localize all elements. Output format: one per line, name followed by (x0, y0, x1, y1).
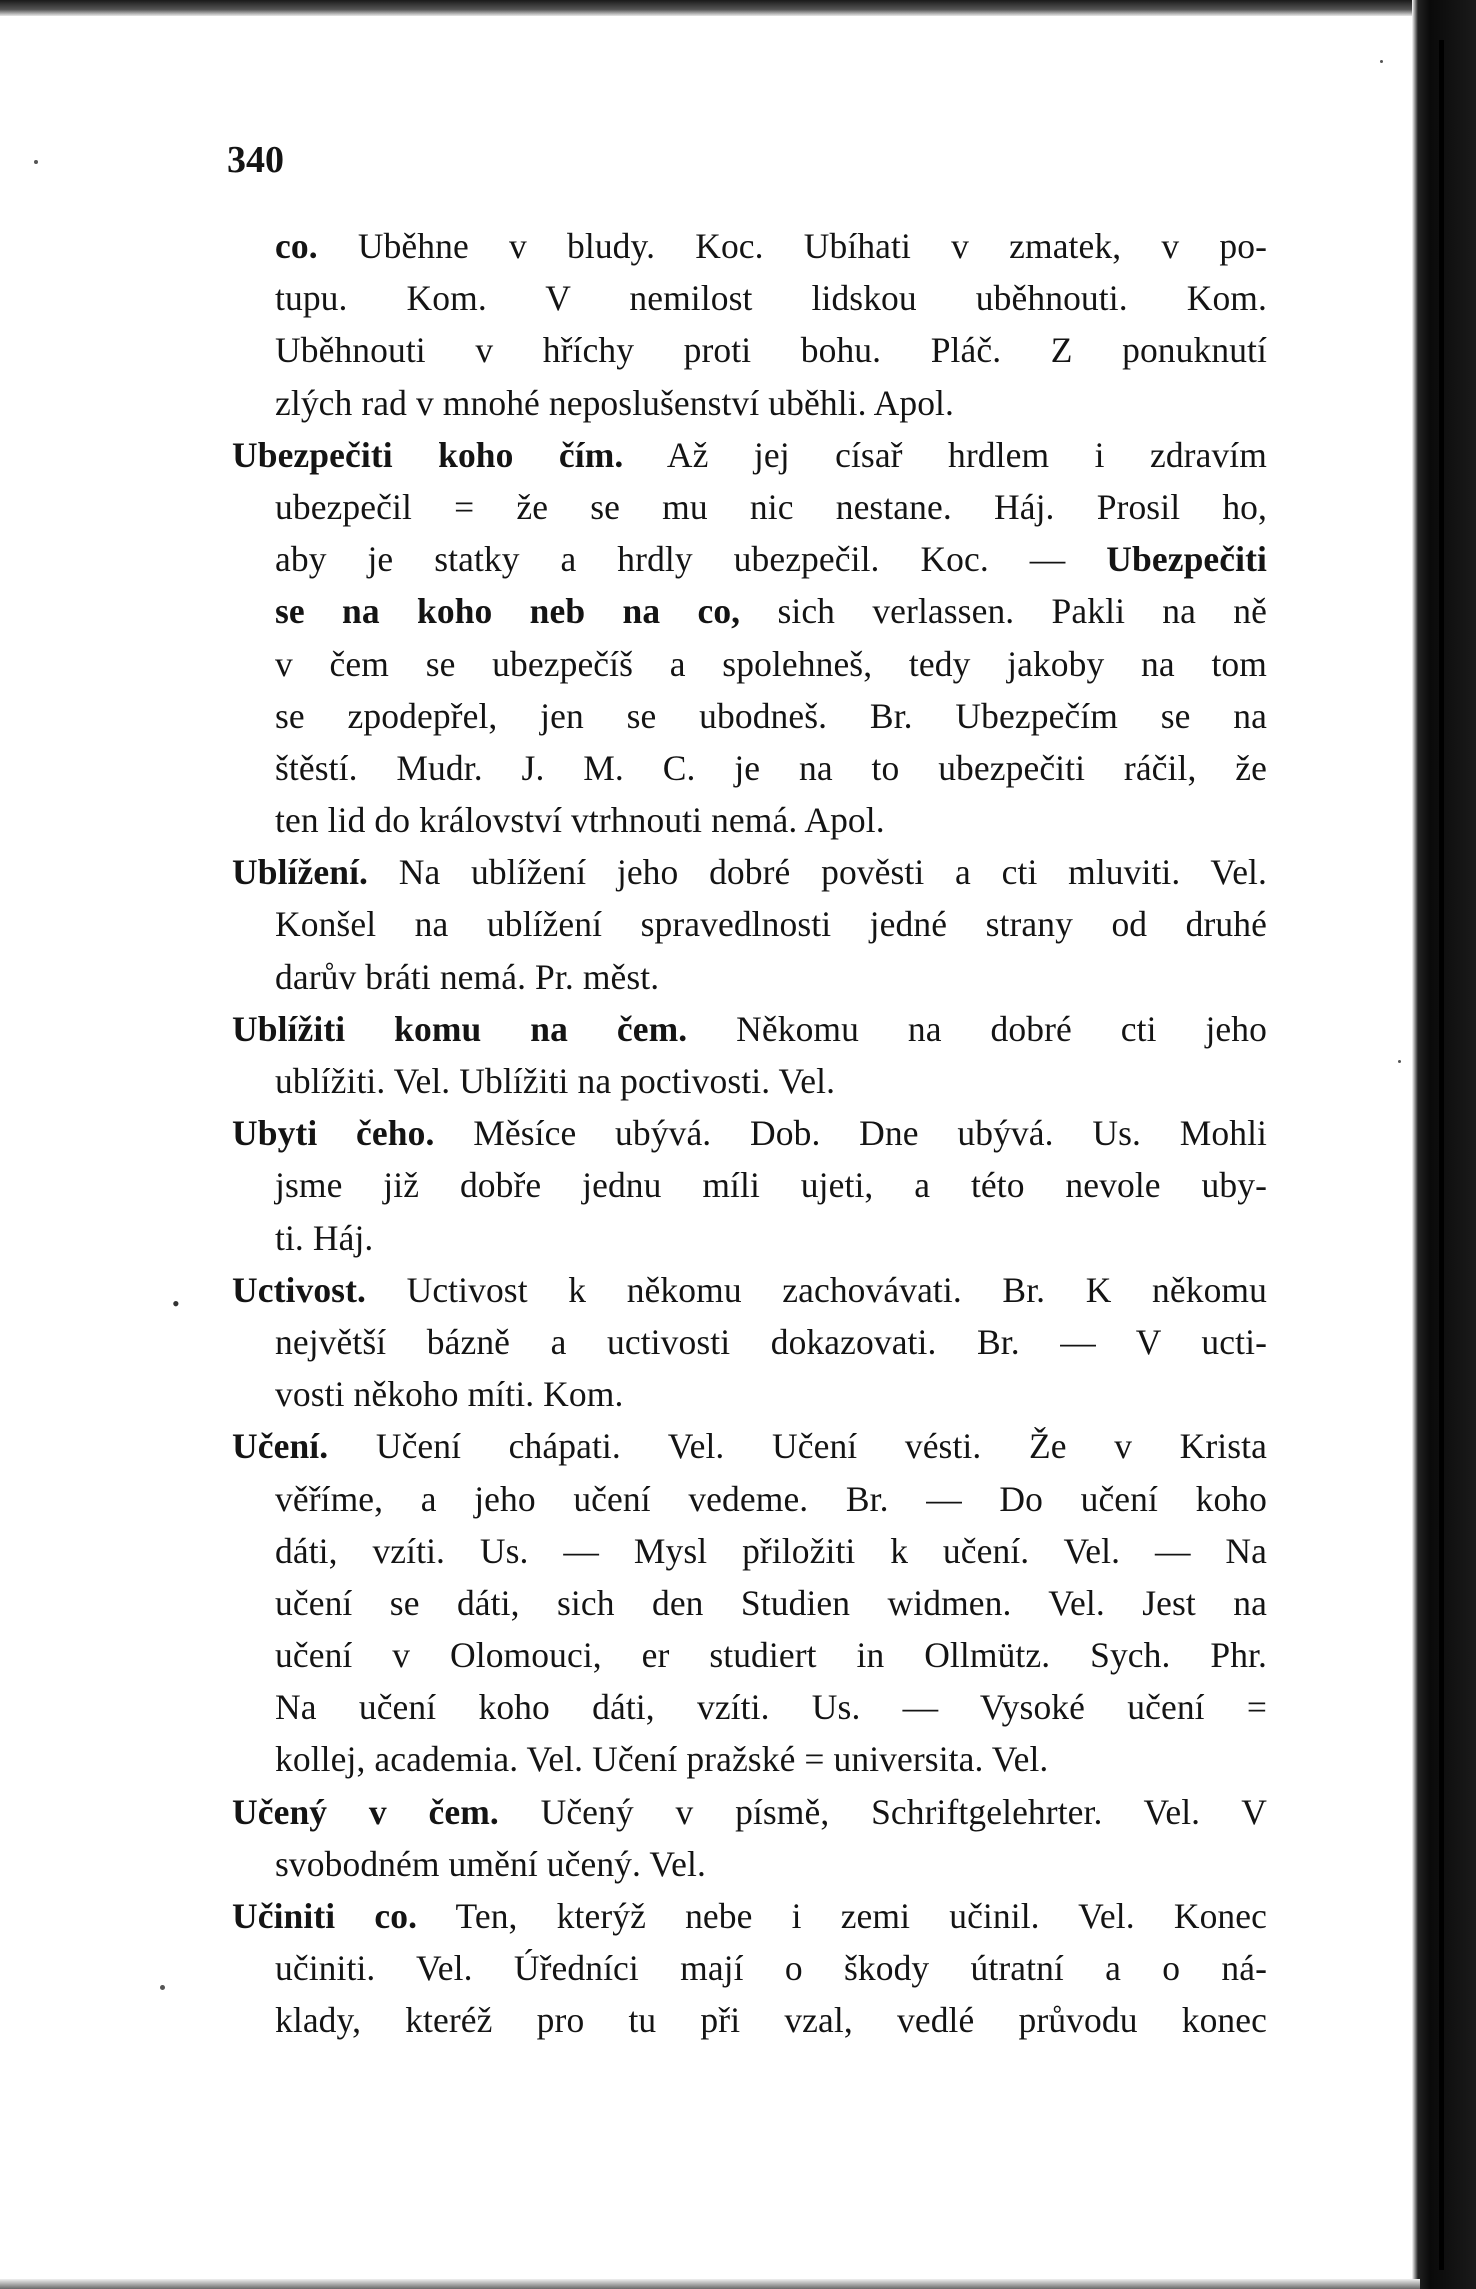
line-text: věříme, a jeho učení vedeme. Br. — Do učení koho (275, 1478, 1267, 1519)
text-line (232, 377, 1267, 429)
line-text: vosti někoho míti. Kom. (275, 1374, 624, 1415)
margin-mark: • (172, 1291, 180, 1316)
line-text: Až jej císař hrdlem i zdravím (623, 434, 1267, 475)
dust-speck (160, 1985, 165, 1990)
text-line (232, 1212, 1267, 1264)
scan-bottom-edge (0, 2279, 1420, 2289)
text-line (232, 1055, 1267, 1107)
line-text: jsme již dobře jednu míli ujeti, a této nevole uby- (275, 1165, 1267, 1206)
entry-line (232, 429, 1267, 481)
line-text: Někomu na dobré cti jeho (687, 1008, 1267, 1049)
text-line (232, 1316, 1267, 1368)
headword: Učený v čem. (232, 1791, 499, 1832)
line-text: v čem se ubezpečíš a spolehneš, tedy jakoby na tom (275, 643, 1267, 684)
line-text: ti. Háj. (275, 1217, 374, 1258)
entry-line (232, 1786, 1267, 1838)
text-line (232, 794, 1267, 846)
line-text: ubezpečil = že se mu nic nestane. Háj. Prosil ho, (275, 486, 1267, 527)
headword: Ublížiti komu na čem. (232, 1008, 688, 1049)
text-line (232, 1681, 1267, 1733)
text-line (232, 742, 1267, 794)
line-text: Konšel na ublížení spravedlnosti jedné strany od druhé (275, 904, 1267, 945)
text-line (232, 1838, 1267, 1890)
line-text: Učený v písmě, Schriftgelehrter. Vel. V (498, 1791, 1267, 1832)
page-number: 340 (227, 139, 284, 181)
headword: Ublížení. (232, 852, 369, 893)
line-text: Učení chápati. Vel. Učení vésti. Že v Krista (328, 1426, 1267, 1467)
line-text: aby je statky a hrdly ubezpečil. Koc. — (275, 539, 1107, 580)
line-text: Na učení koho dáti, vzíti. Us. — Vysoké učení = (275, 1687, 1267, 1728)
headword: Uctivost. (232, 1269, 366, 1310)
scan-top-edge (0, 0, 1476, 16)
line-text: učení se dáti, sich den Studien widmen. Vel. Jest na (275, 1582, 1267, 1623)
line-text: Ten, kterýž nebe i zemi učinil. Vel. Konec (417, 1896, 1267, 1936)
line-text: Uběhne v bludy. Koc. Ubíhati v zmatek, v po- (317, 226, 1267, 266)
line-text: Uběhnouti v hříchy proti bohu. Pláč. Z ponuknutí (275, 330, 1267, 371)
line-text: učiniti. Vel. Úředníci mají o škody útratní a o ná- (275, 1948, 1267, 1989)
line-text: tupu. Kom. V nemilost lidskou uběhnouti. Kom. (275, 278, 1267, 319)
dust-speck (1398, 1060, 1401, 1063)
line-text: největší bázně a uctivosti dokazovati. Br. — V ucti- (275, 1321, 1267, 1362)
line-text: učení v Olomouci, er studiert in Ollmütz. Sych. Phr. (275, 1635, 1267, 1676)
line-text: Měsíce ubývá. Dob. Dne ubývá. Us. Mohli (434, 1113, 1268, 1154)
text-line (232, 1368, 1267, 1420)
entry-line (232, 1107, 1267, 1159)
entry-line (232, 846, 1267, 898)
text-line (232, 1473, 1267, 1525)
dust-speck (1380, 60, 1383, 63)
text-line (232, 1733, 1267, 1785)
text-line (232, 951, 1267, 1003)
line-text: dáti, vzíti. Us. — Mysl přiložiti k učení. Vel. — Na (275, 1530, 1267, 1571)
text-line (232, 1629, 1267, 1681)
text-line (232, 638, 1267, 690)
dictionary-entries (232, 220, 1267, 2047)
headword: Učiniti co. (232, 1896, 418, 1936)
line-text: Na ublížení jeho dobré pověsti a cti mluviti. Vel. (368, 852, 1267, 893)
text-line (232, 324, 1267, 376)
scan-right-edge (1412, 0, 1476, 2289)
text-line (232, 1525, 1267, 1577)
line-text: sich verlassen. Pakli na ně (740, 591, 1267, 632)
text-line (232, 1994, 1267, 2046)
line-text: štěstí. Mudr. J. M. C. je na to ubezpečiti ráčil, že (275, 747, 1267, 788)
text-line (232, 533, 1267, 585)
line-text: Uctivost k někomu zachovávati. Br. K někomu (366, 1269, 1267, 1310)
headword: se na koho neb na co, (275, 591, 741, 632)
text-line (232, 690, 1267, 742)
text-line (232, 1159, 1267, 1211)
line-text: darův bráti nemá. Pr. měst. (275, 956, 660, 997)
headword: Ubezpečiti koho čím. (232, 434, 624, 475)
line-text: svobodném umění učený. Vel. (275, 1843, 706, 1884)
headword: co. (275, 226, 318, 266)
scan-binding-line (1439, 40, 1444, 2270)
text-line (232, 898, 1267, 950)
text-line (232, 1942, 1267, 1994)
line-text: zlých rad v mnohé neposlušenství uběhli. Apol. (275, 382, 954, 423)
line-text: klady, kteréž pro tu při vzal, vedlé průvodu konec (275, 2000, 1267, 2041)
text-line (232, 1577, 1267, 1629)
line-text: kollej, academia. Vel. Učení pražské = universita. Vel. (275, 1739, 1049, 1780)
text-line (232, 272, 1267, 324)
headword: Ubezpečiti (1106, 539, 1267, 580)
text-line (232, 585, 1267, 637)
line-text: ublížiti. Vel. Ublížiti na poctivosti. Vel. (275, 1061, 836, 1101)
text-line (232, 220, 1267, 272)
text-line (232, 481, 1267, 533)
line-text: se zpodepřel, jen se ubodneš. Br. Ubezpečím se na (275, 695, 1267, 736)
entry-line (232, 1264, 1267, 1316)
entry-line (232, 1420, 1267, 1472)
headword: Učení. (232, 1426, 329, 1467)
dust-speck (34, 160, 38, 164)
entry-line (232, 1003, 1267, 1055)
entry-line (232, 1890, 1267, 1942)
line-text: ten lid do království vtrhnouti nemá. Apol. (275, 800, 885, 841)
headword: Ubyti čeho. (232, 1113, 435, 1154)
